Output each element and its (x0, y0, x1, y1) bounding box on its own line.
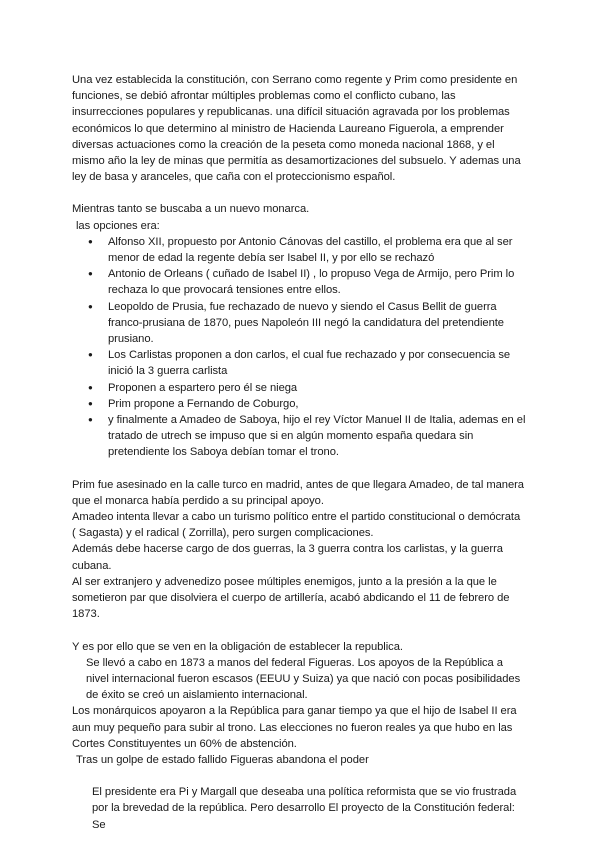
paragraph-coup: Tras un golpe de estado fallido Figueras abandona el poder (76, 753, 369, 766)
list-item: ● Antonio de Orleans ( cuñado de Isabel II) , lo propuso Vega de Armijo, pero Prim lo rechaza lo que provocará tensiones entre ellos. (108, 266, 526, 298)
paragraph-republic: Y es por ello que se ven en la obligación de establecer la republica. (72, 640, 403, 653)
spacer (72, 623, 526, 639)
paragraph-constitution: Una vez establecida la constitución, con Serrano como regente y Prim como presidente en funciones, se debió afrontar múltiples problemas como el conflicto cubano, las insurrecciones populares y republicanas. una difícil situación agravada por los problemas económicos lo que determino al ministro de Hacienda Laureano Figuerola, a emprender diversas actuaciones como la creación de la peseta como moneda nacional 1868, y el mismo año la ley de minas que permitía as desamortizaciones del subsuelo. Y ademas una ley de basa y aranceles, que caña con el proteccionismo español. (72, 74, 521, 184)
paragraph-options-intro: las opciones era: (76, 219, 160, 232)
list-item: ● Los Carlistas proponen a don carlos, el cual fue rechazado y por consecuencia se inició la 3 guerra carlista (108, 347, 526, 379)
list-item: ● Leopoldo de Prusia, fue rechazado de nuevo y siendo el Casus Bellit de guerra franco-prusiana de 1870, pues Napoleón III negó la candidatura del pretendiente prusiano. (108, 299, 526, 348)
paragraph-figueras: Se llevó a cabo en 1873 a manos del federal Figueras. Los apoyos de la República a nivel internacional fueron escasos (EEUU y Suiza) ya que nació con pocas posibilidades de éxito se creó un aislamiento internacional. (86, 656, 521, 702)
candidates-list (72, 234, 526, 461)
spacer (72, 461, 526, 477)
paragraph-pi-margall: El presidente era Pi y Margall que deseaba una política reformista que se vio frustrada por la brevedad de la república. Pero desarrollo El proyecto de la Constitución federal: Se (92, 786, 517, 831)
paragraph-amadeo-politics: Amadeo intenta llevar a cabo un turismo político entre el partido constitucional o demócrata ( Sagasta) y el radical ( Zorrilla), pero surgen complicaciones. (72, 511, 521, 540)
list-item: ● Prim propone a Fernando de Coburgo, (108, 396, 526, 412)
list-item: ● y finalmente a Amadeo de Saboya, hijo el rey Víctor Manuel II de Italia, ademas en el tratado de utrech se impuso que si en algún momento españa quedara sin pretendiente los Saboya debían tomar el trono. (108, 412, 526, 461)
paragraph-two-wars: Además debe hacerse cargo de dos guerras, la 3 guerra contra los carlistas, y la guerra cubana. (72, 543, 503, 572)
paragraph-prim-assassinated: Prim fue asesinado en la calle turco en madrid, antes de que llegara Amadeo, de tal manera que el monarca había perdido a su principal apoyo. (72, 478, 524, 507)
spacer (72, 768, 526, 784)
spacer (72, 185, 526, 201)
paragraph-new-monarch: Mientras tanto se buscaba a un nuevo monarca. (72, 203, 310, 216)
list-item: ● Proponen a espartero pero él se niega (108, 380, 526, 396)
paragraph-abdication: Al ser extranjero y advenedizo posee múltiples enemigos, junto a la presión a la que le sometieron par que disolviera el cuerpo de artillería, acabó abdicando el 11 de febrero de 1873. (72, 575, 510, 621)
list-item: ● Alfonso XII, propuesto por Antonio Cánovas del castillo, el problema era que al ser menor de edad la regente debía ser Isabel II, y por ello se rechazó (108, 234, 526, 266)
paragraph-monarchists: Los monárquicos apoyaron a la República para ganar tiempo ya que el hijo de Isabel II era aun muy pequeño para subir al trono. Las elecciones no fueron reales ya que hubo en las Cortes Constituyentes un 60% de abstención. (72, 705, 517, 750)
